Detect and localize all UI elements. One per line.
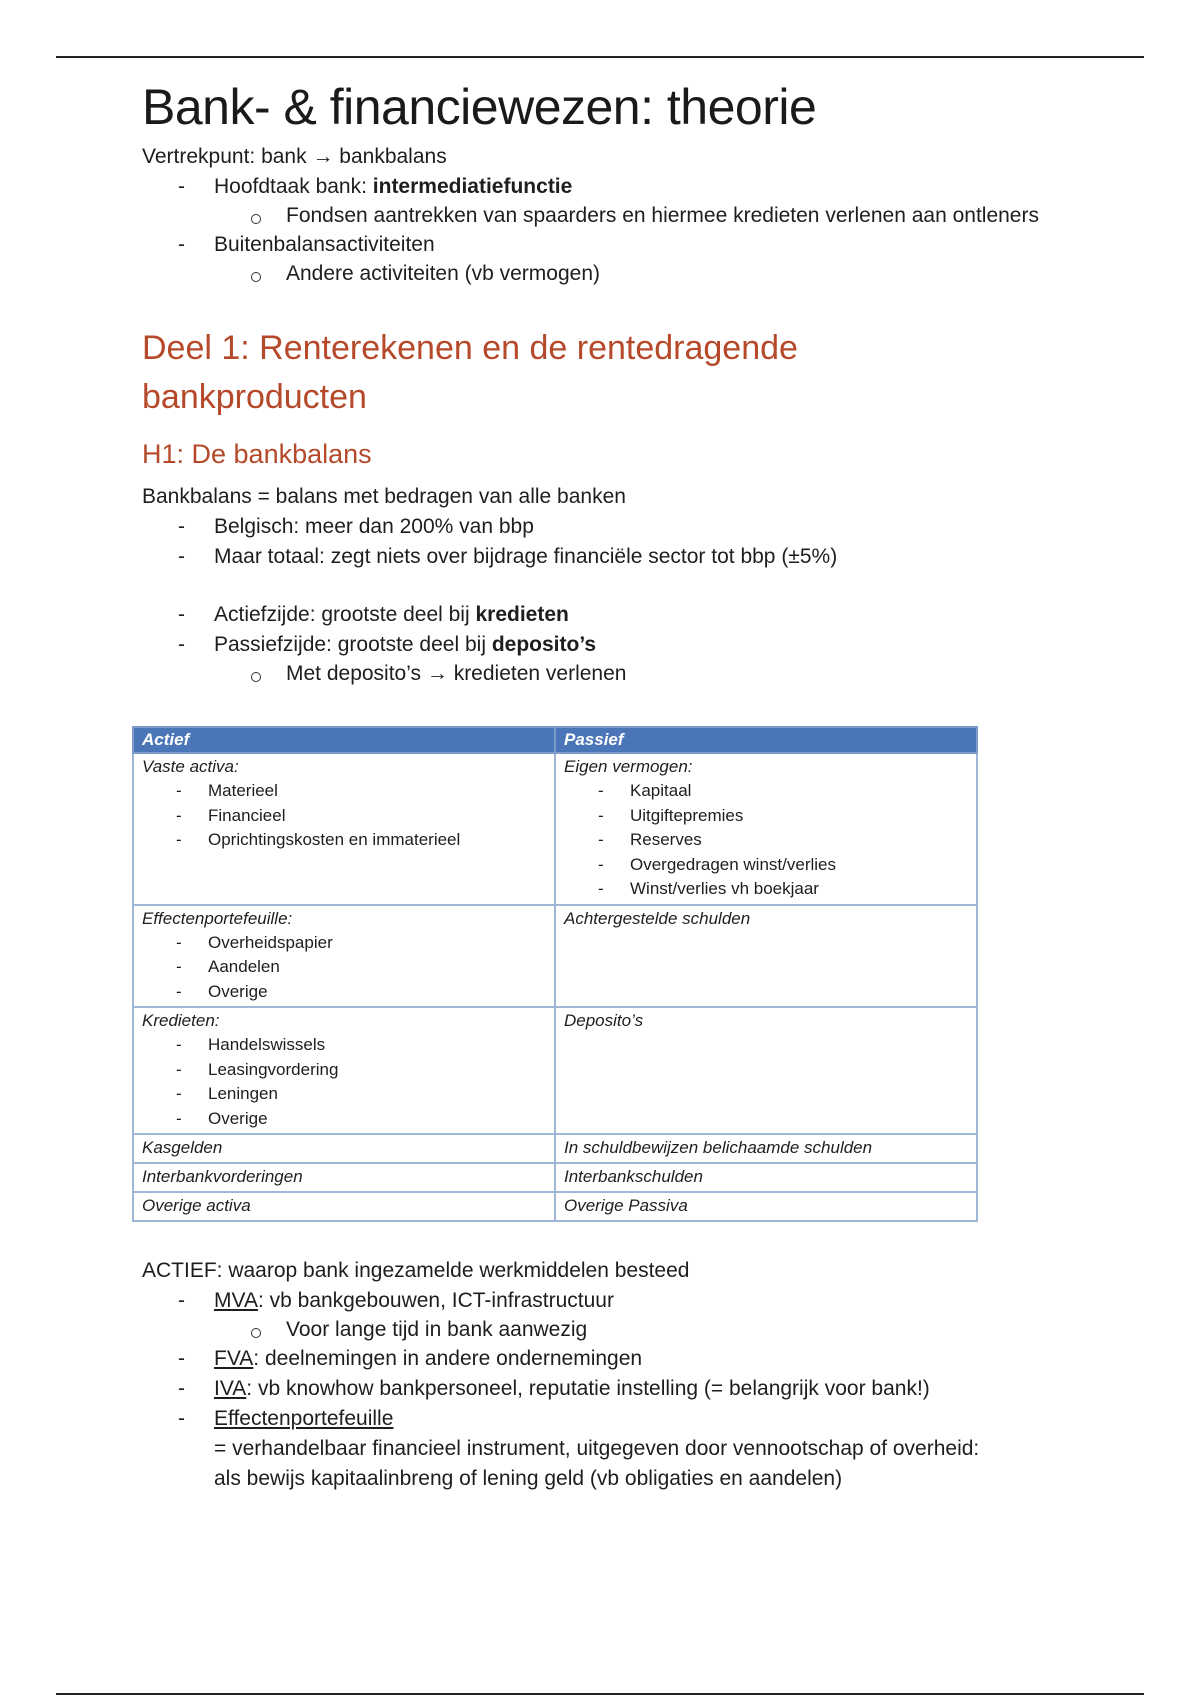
bankbalans-list	[142, 512, 1062, 572]
bankbalans-definition: Bankbalans = balans met bedragen van alle banken	[142, 485, 626, 508]
list-item: - Leningen	[208, 1082, 546, 1107]
effecten-definition: = verhandelbaar financieel instrument, uitgegeven door vennootschap of overheid: als bewijs kapitaalinbreng of lening geld (vb obligaties en aandelen)	[214, 1437, 980, 1490]
table-cell	[133, 905, 555, 1008]
sub-list	[214, 202, 1062, 230]
list-item: - IVA: vb knowhow bankpersoneel, reputatie instelling (= belangrijk voor bank!)	[214, 1374, 1062, 1404]
top-rule	[56, 56, 1144, 58]
cell-list	[142, 931, 546, 1005]
term-mva: MVA	[214, 1289, 258, 1312]
table-row	[133, 1134, 977, 1163]
sub-list-item: Andere activiteiten (vb vermogen)	[286, 260, 1062, 288]
table-header-row	[133, 727, 977, 753]
list-item: - Overige	[208, 1107, 546, 1132]
actief-list	[142, 1286, 1062, 1494]
table-cell: Interbankvorderingen	[133, 1163, 555, 1192]
bottom-rule	[56, 1693, 1144, 1695]
cell-heading: Deposito’s	[564, 1011, 644, 1030]
list-item: - Belgisch: meer dan 200% van bbp	[214, 512, 1062, 542]
list-item: - FVA: deelnemingen in andere ondernemingen	[214, 1344, 1062, 1374]
actief-intro: ACTIEF: waarop bank ingezamelde werkmiddelen besteed	[142, 1259, 690, 1282]
table-cell: In schuldbewijzen belichaamde schulden	[555, 1134, 977, 1163]
list-item: - Overgedragen winst/verlies	[630, 853, 968, 878]
table-cell	[133, 753, 555, 905]
list-item: - Winst/verlies vh boekjaar	[630, 877, 968, 902]
bold-term: kredieten	[475, 603, 569, 626]
table-row	[133, 1007, 977, 1134]
cell-heading: Vaste activa:	[142, 757, 239, 776]
bold-term: intermediatiefunctie	[372, 175, 573, 198]
list-item: - MVA: vb bankgebouwen, ICT-infrastructuur Voor lange tijd in bank aanwezig	[214, 1286, 1062, 1344]
cell-heading: Achtergestelde schulden	[564, 908, 751, 928]
term-iva: IVA	[214, 1377, 247, 1400]
table-cell: Overige activa	[133, 1192, 555, 1221]
bold-term: deposito’s	[491, 633, 597, 656]
cell-list	[142, 1033, 546, 1131]
table-row	[133, 1163, 977, 1192]
table-row	[133, 753, 977, 905]
list-item: - Oprichtingskosten en immaterieel	[208, 828, 546, 853]
table-cell	[133, 1007, 555, 1134]
table-row	[133, 905, 977, 1008]
list-item: - Passiefzijde: grootste deel bij deposito’s Met deposito’s → kredieten verlenen	[214, 630, 1062, 688]
list-item: - Kapitaal	[630, 779, 968, 804]
column-header-passief: Passief	[555, 727, 977, 753]
document-page	[142, 72, 1062, 1494]
sub-list	[214, 1316, 1062, 1344]
intro-list	[142, 172, 1062, 288]
list-item	[214, 1404, 1062, 1494]
cell-heading: Effectenportefeuille:	[142, 908, 293, 928]
cell-heading: Kredieten:	[142, 1011, 220, 1030]
table-cell	[555, 753, 977, 905]
list-item: - Overige	[208, 980, 546, 1005]
table-cell	[555, 905, 977, 1008]
list-item: - Leasingvordering	[208, 1058, 546, 1083]
page-title: Bank- & financiewezen: theorie	[142, 79, 817, 135]
list-item: - Buitenbalansactiviteiten Andere activiteiten (vb vermogen)	[214, 230, 1062, 288]
table-cell: Kasgelden	[133, 1134, 555, 1163]
term-fva: FVA	[214, 1347, 254, 1370]
sub-list	[214, 260, 1062, 288]
sub-list-item: Met deposito’s → kredieten verlenen	[286, 660, 1062, 688]
chapter-heading: H1: De bankbalans	[142, 439, 372, 469]
list-item: - Maar totaal: zegt niets over bijdrage financiële sector tot bbp (±5%)	[214, 542, 1062, 572]
list-item: - Materieel	[208, 779, 546, 804]
list-item: - Actiefzijde: grootste deel bij kredieten	[214, 600, 1062, 630]
table-row	[133, 1192, 977, 1221]
table-cell: Overige Passiva	[555, 1192, 977, 1221]
cell-list	[564, 779, 968, 902]
list-item: - Handelswissels	[208, 1033, 546, 1058]
list-item: - Hoofdtaak bank: intermediatiefunctie Fondsen aantrekken van spaarders en hiermee kredieten verlenen aan ontleners	[214, 172, 1062, 230]
cell-heading: Eigen vermogen:	[564, 757, 693, 776]
zijde-list	[142, 600, 1062, 688]
table-cell	[555, 1007, 977, 1134]
list-item: - Financieel	[208, 804, 546, 829]
part-heading: Deel 1: Renterekenen en de rentedragende bankproducten	[142, 329, 798, 416]
sub-list-item: Voor lange tijd in bank aanwezig	[286, 1316, 1062, 1344]
list-item: - Reserves	[630, 828, 968, 853]
balance-table	[132, 726, 978, 1222]
table-cell: Interbankschulden	[555, 1163, 977, 1192]
term-effectenportefeuille: Effectenportefeuille	[214, 1407, 394, 1430]
cell-list	[142, 779, 546, 853]
intro-start: Vertrekpunt: bank → bankbalans	[142, 145, 447, 168]
list-item: - Uitgiftepremies	[630, 804, 968, 829]
sub-list	[214, 660, 1062, 688]
column-header-actief: Actief	[133, 727, 555, 753]
list-item: - Overheidspapier	[208, 931, 546, 956]
list-item: - Aandelen	[208, 955, 546, 980]
sub-list-item: Fondsen aantrekken van spaarders en hiermee kredieten verlenen aan ontleners	[286, 202, 1046, 230]
